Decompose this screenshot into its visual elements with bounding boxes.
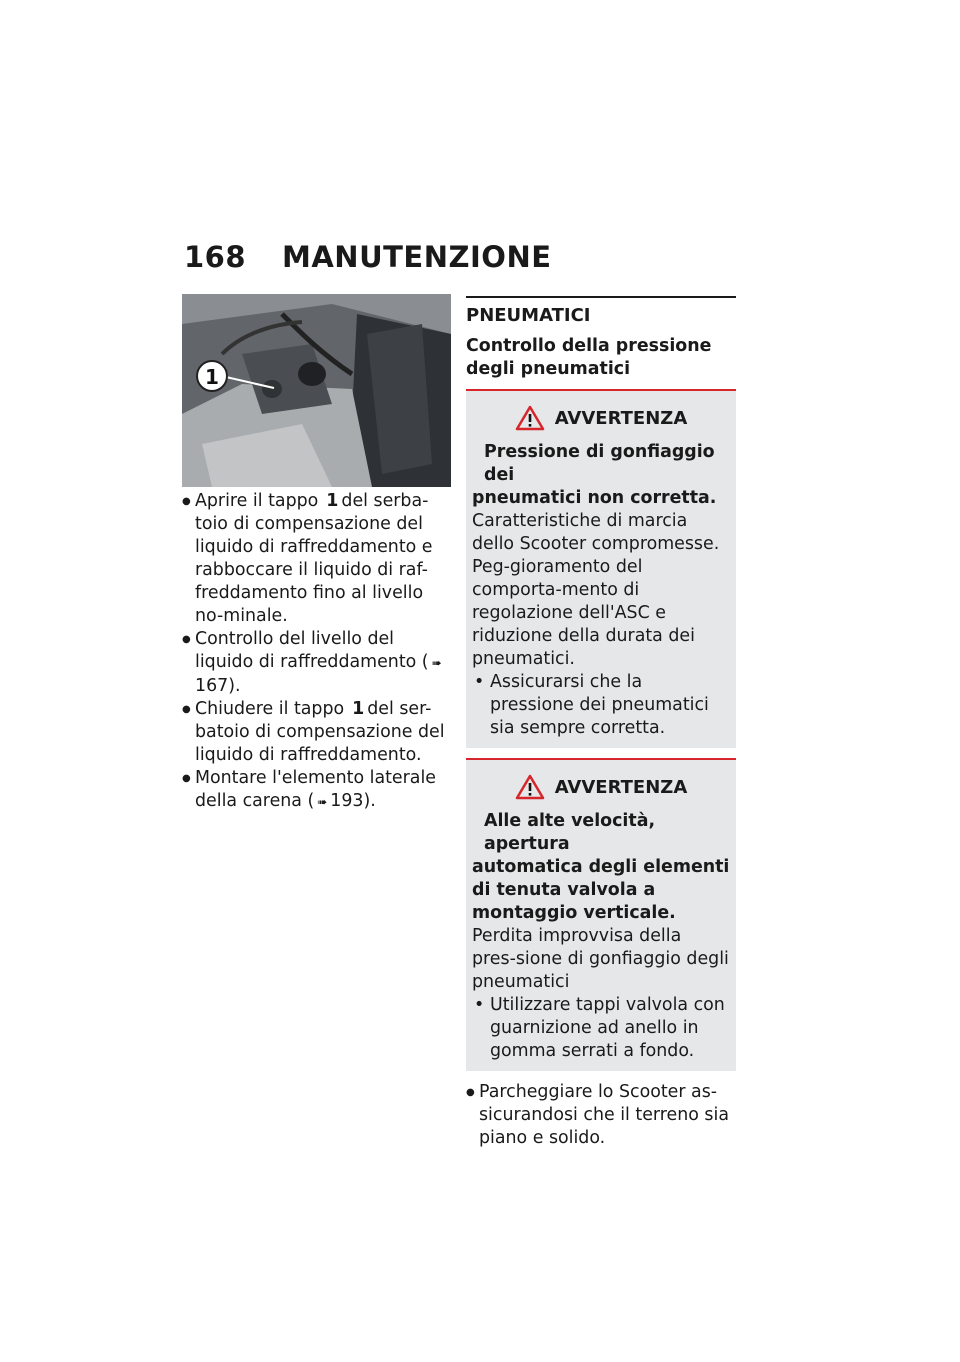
page-ref-arrow-icon: ➠ — [431, 656, 442, 670]
photo-callout: 1 — [205, 365, 219, 389]
section-divider — [466, 296, 736, 298]
page-ref-arrow-icon: ➠ — [317, 795, 328, 809]
warning-body: Caratteristiche di marcia dello Scooter compromesse. Peg-gioramento del comporta-mento di regolazione dell'ASC e riduzione della durata dei pneumatici. — [472, 511, 720, 669]
step-item: ● Controllo del livello del liquido di raffreddamento ( ➠167). — [182, 628, 454, 698]
component-ref: 1 — [326, 491, 339, 511]
section-title: PNEUMATICI — [466, 305, 591, 326]
warning-panel — [466, 389, 736, 748]
section-subtitle: Controllo della pressione degli pneumatici — [466, 336, 712, 379]
photo-illustration — [182, 294, 451, 487]
warning-triangle-icon — [515, 774, 545, 800]
warning-body: Perdita improvvisa della pres-sione di gonfiaggio degli pneumatici — [472, 926, 729, 992]
step-item: ● Chiudere il tappo 1 del ser-batoio di compensazione del liquido di raffreddamento. — [182, 698, 454, 767]
warning-action: • Assicurarsi che la pressione dei pneumatici sia sempre corretta. — [472, 671, 730, 740]
page-number: 168 — [184, 240, 247, 274]
page-ref[interactable]: 167 — [195, 676, 229, 696]
warning-action: • Utilizzare tappi valvola con guarnizione ad anello in gomma serrati a fondo. — [472, 994, 730, 1063]
warning-panel — [466, 758, 736, 1071]
chapter-title: MANUTENZIONE — [282, 240, 552, 274]
warning-headline: Pressione di gonfiaggio dei pneumatici non corretta. — [472, 442, 717, 508]
warning-header — [472, 405, 730, 431]
page-ref[interactable]: 193 — [330, 791, 364, 811]
page-header — [184, 240, 552, 274]
left-column — [182, 490, 454, 814]
step-item: ● Parcheggiare lo Scooter as-sicurandosi che il terreno sia piano e solido. — [466, 1081, 736, 1150]
component-ref: 1 — [352, 699, 365, 719]
coolant-reservoir-photo — [182, 294, 451, 487]
warning-triangle-icon — [515, 405, 545, 431]
step-item: ● Montare l'elemento laterale della carena ( ➠ 193). — [182, 767, 454, 814]
warning-headline: Alle alte velocità, apertura automatica degli elementi di tenuta valvola a montaggio verticale. — [472, 811, 730, 923]
warning-title: AVVERTENZA — [554, 407, 688, 429]
warning-header — [472, 774, 730, 800]
warning-title: AVVERTENZA — [554, 776, 688, 798]
step-item: ● Aprire il tappo 1 del serba-toio di compensazione del liquido di raffreddamento e rabboccare il liquido di raf-freddamento fino al livello no-minale. — [182, 490, 454, 628]
right-column — [466, 296, 736, 1150]
